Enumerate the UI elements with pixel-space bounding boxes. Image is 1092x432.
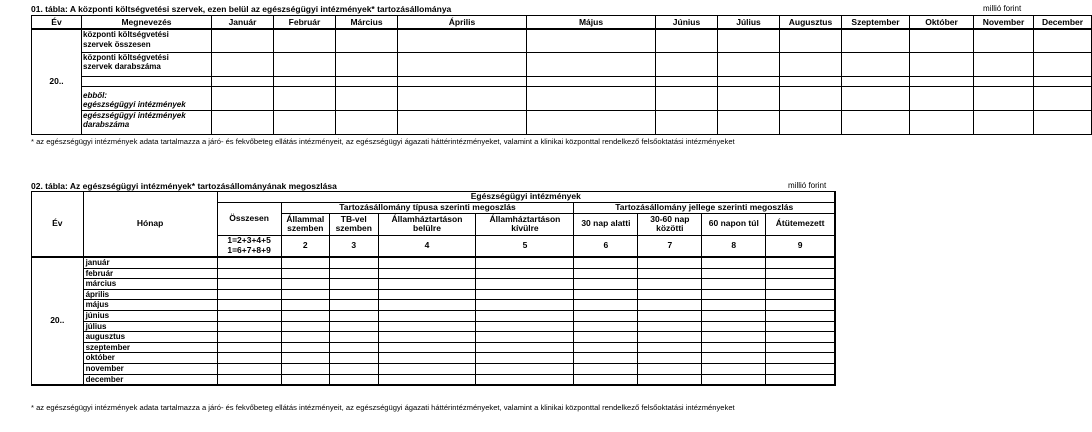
data-cell[interactable] <box>378 342 476 353</box>
table-row <box>32 363 836 374</box>
data-cell[interactable] <box>1034 76 1092 86</box>
data-cell[interactable] <box>476 374 574 385</box>
data-cell[interactable] <box>766 310 835 321</box>
data-cell[interactable] <box>702 321 766 332</box>
data-cell[interactable] <box>638 353 702 364</box>
data-cell[interactable] <box>574 363 638 374</box>
data-cell[interactable] <box>638 268 702 279</box>
table1-header-month: Május <box>527 16 656 30</box>
data-cell[interactable] <box>1034 86 1092 110</box>
data-cell[interactable] <box>330 353 378 364</box>
data-cell[interactable] <box>780 76 842 86</box>
data-cell[interactable] <box>274 76 336 86</box>
table2-col-header: Államháztartáson kívülre <box>476 213 574 235</box>
data-cell[interactable] <box>718 86 780 110</box>
data-cell[interactable] <box>656 29 718 52</box>
data-cell[interactable] <box>398 76 527 86</box>
data-cell[interactable] <box>281 374 329 385</box>
data-cell[interactable] <box>378 321 476 332</box>
data-cell[interactable] <box>217 321 281 332</box>
table2-month-label: április <box>83 289 217 300</box>
spacer-cell <box>82 76 212 86</box>
data-cell[interactable] <box>398 86 527 110</box>
data-cell[interactable] <box>1034 29 1092 52</box>
table2-month-label: december <box>83 374 217 385</box>
table1-header-month: Január <box>212 16 274 30</box>
data-cell[interactable] <box>212 110 274 134</box>
data-cell[interactable] <box>217 310 281 321</box>
table2-month-label: szeptember <box>83 342 217 353</box>
table2-col-header: Államháztartáson belülre <box>378 213 476 235</box>
table2 <box>31 191 836 386</box>
data-cell[interactable] <box>638 279 702 290</box>
data-cell[interactable] <box>336 76 398 86</box>
table2-title: 02. tábla: Az egészségügyi intézmények* tartozásállományának megoszlása <box>31 181 337 191</box>
data-cell[interactable] <box>718 52 780 76</box>
data-cell[interactable] <box>476 268 574 279</box>
data-cell[interactable] <box>1034 110 1092 134</box>
table1-header-month: Március <box>336 16 398 30</box>
data-cell[interactable] <box>780 110 842 134</box>
data-cell[interactable] <box>702 342 766 353</box>
table1-row-label <box>82 52 212 76</box>
data-cell[interactable] <box>842 110 910 134</box>
table-row <box>32 86 1092 110</box>
data-cell[interactable] <box>718 76 780 86</box>
table2-body <box>32 257 836 385</box>
data-cell[interactable] <box>702 257 766 268</box>
data-cell[interactable] <box>766 342 835 353</box>
table2-col-number: 7 <box>638 235 702 257</box>
table2-col-number: 3 <box>330 235 378 257</box>
table-row <box>32 52 1092 76</box>
data-cell[interactable] <box>842 76 910 86</box>
data-cell[interactable] <box>281 353 329 364</box>
data-cell[interactable] <box>702 268 766 279</box>
data-cell[interactable] <box>638 363 702 374</box>
row-label-line: darabszáma <box>83 120 130 129</box>
table2-subheader-type: Tartozásállomány típusa szerinti megoszlás <box>281 203 574 214</box>
table2-col-number: 9 <box>766 235 835 257</box>
data-cell[interactable] <box>330 289 378 300</box>
data-cell[interactable] <box>281 300 329 311</box>
table1-year-cell: 20.. <box>32 29 82 134</box>
data-cell[interactable] <box>476 332 574 343</box>
data-cell[interactable] <box>656 86 718 110</box>
data-cell[interactable] <box>702 332 766 343</box>
data-cell[interactable] <box>842 52 910 76</box>
table2-subheader-character: Tartozásállomány jellege szerinti megoszlás <box>574 203 835 214</box>
data-cell[interactable] <box>476 310 574 321</box>
data-cell[interactable] <box>574 310 638 321</box>
data-cell[interactable] <box>574 289 638 300</box>
data-cell[interactable] <box>910 52 974 76</box>
data-cell[interactable] <box>974 110 1034 134</box>
data-cell[interactable] <box>766 332 835 343</box>
data-cell[interactable] <box>656 52 718 76</box>
data-cell[interactable] <box>378 374 476 385</box>
table1-row-label <box>82 110 212 134</box>
row-label-line: központi költségvetési <box>83 52 169 62</box>
table1-unit: millió forint <box>983 4 1022 13</box>
table-row <box>32 300 836 311</box>
data-cell[interactable] <box>638 321 702 332</box>
row-label-line: központi költségvetési <box>83 30 169 39</box>
table2-month-label: július <box>83 321 217 332</box>
data-cell[interactable] <box>274 110 336 134</box>
data-cell[interactable] <box>638 257 702 268</box>
data-cell[interactable] <box>842 86 910 110</box>
data-cell[interactable] <box>330 268 378 279</box>
data-cell[interactable] <box>974 29 1034 52</box>
data-cell[interactable] <box>217 374 281 385</box>
data-cell[interactable] <box>702 353 766 364</box>
table2-month-label: március <box>83 279 217 290</box>
table1-header-month: Augusztus <box>780 16 842 30</box>
data-cell[interactable] <box>766 321 835 332</box>
table2-month-label: február <box>83 268 217 279</box>
data-cell[interactable] <box>574 332 638 343</box>
data-cell[interactable] <box>330 363 378 374</box>
table1-header-month: Június <box>656 16 718 30</box>
data-cell[interactable] <box>766 353 835 364</box>
table1-row-label <box>82 86 212 110</box>
data-cell[interactable] <box>842 29 910 52</box>
data-cell[interactable] <box>476 342 574 353</box>
table1-header-row <box>32 16 1092 30</box>
table2-col-header: 60 napon túl <box>702 213 766 235</box>
data-cell[interactable] <box>378 353 476 364</box>
data-cell[interactable] <box>336 52 398 76</box>
data-cell[interactable] <box>780 29 842 52</box>
table-row <box>32 310 836 321</box>
data-cell[interactable] <box>574 321 638 332</box>
data-cell[interactable] <box>281 342 329 353</box>
table2-col-number: 6 <box>574 235 638 257</box>
data-cell[interactable] <box>476 289 574 300</box>
data-cell[interactable] <box>638 289 702 300</box>
data-cell[interactable] <box>702 310 766 321</box>
table1-header-month: Február <box>274 16 336 30</box>
data-cell[interactable] <box>476 300 574 311</box>
table2-formula: 1=2+3+4+5 1=6+7+8+9 <box>217 235 281 257</box>
table-row <box>32 374 836 385</box>
data-cell[interactable] <box>212 52 274 76</box>
data-cell[interactable] <box>974 52 1034 76</box>
data-cell[interactable] <box>336 29 398 52</box>
data-cell[interactable] <box>718 110 780 134</box>
table1-header-month: December <box>1034 16 1092 30</box>
data-cell[interactable] <box>780 52 842 76</box>
data-cell[interactable] <box>702 300 766 311</box>
data-cell[interactable] <box>656 110 718 134</box>
data-cell[interactable] <box>398 29 527 52</box>
data-cell[interactable] <box>702 363 766 374</box>
data-cell[interactable] <box>217 257 281 268</box>
data-cell[interactable] <box>330 342 378 353</box>
data-cell[interactable] <box>378 310 476 321</box>
table2-month-label: október <box>83 353 217 364</box>
data-cell[interactable] <box>527 110 656 134</box>
table2-month-label: november <box>83 363 217 374</box>
table1-header-year: Év <box>32 16 82 30</box>
table2-header-row <box>32 192 836 203</box>
data-cell[interactable] <box>766 300 835 311</box>
table2-col-number: 8 <box>702 235 766 257</box>
data-cell[interactable] <box>574 374 638 385</box>
data-cell[interactable] <box>974 76 1034 86</box>
data-cell[interactable] <box>281 321 329 332</box>
data-cell[interactable] <box>212 86 274 110</box>
data-cell[interactable] <box>212 76 274 86</box>
data-cell[interactable] <box>910 110 974 134</box>
data-cell[interactable] <box>574 279 638 290</box>
data-cell[interactable] <box>281 289 329 300</box>
table-row <box>32 353 836 364</box>
table2-unit: millió forint <box>788 181 827 190</box>
data-cell[interactable] <box>910 86 974 110</box>
data-cell[interactable] <box>217 300 281 311</box>
data-cell[interactable] <box>274 52 336 76</box>
table-row <box>32 29 1092 52</box>
data-cell[interactable] <box>378 268 476 279</box>
data-cell[interactable] <box>217 342 281 353</box>
table2-header-total: Összesen <box>217 203 281 236</box>
data-cell[interactable] <box>574 353 638 364</box>
table2-month-label: június <box>83 310 217 321</box>
table-row <box>32 332 836 343</box>
data-cell[interactable] <box>336 110 398 134</box>
data-cell[interactable] <box>378 279 476 290</box>
table1-header-month: Október <box>910 16 974 30</box>
data-cell[interactable] <box>274 29 336 52</box>
data-cell[interactable] <box>398 110 527 134</box>
table2-col-header: 30 nap alatti <box>574 213 638 235</box>
data-cell[interactable] <box>476 353 574 364</box>
data-cell[interactable] <box>330 321 378 332</box>
data-cell[interactable] <box>638 300 702 311</box>
data-cell[interactable] <box>527 76 656 86</box>
data-cell[interactable] <box>378 332 476 343</box>
data-cell[interactable] <box>378 300 476 311</box>
table-row <box>32 279 836 290</box>
table-row <box>32 342 836 353</box>
table2-col-number: 4 <box>378 235 476 257</box>
data-cell[interactable] <box>217 289 281 300</box>
table1-title: 01. tábla: A központi költségvetési szervek, ezen belül az egészségügyi intézmények* tartozásállománya <box>31 4 452 14</box>
data-cell[interactable] <box>398 52 527 76</box>
data-cell[interactable] <box>574 257 638 268</box>
table2-col-number: 2 <box>281 235 329 257</box>
data-cell[interactable] <box>330 332 378 343</box>
data-cell[interactable] <box>766 363 835 374</box>
table1-header-month: Július <box>718 16 780 30</box>
data-cell[interactable] <box>217 268 281 279</box>
data-cell[interactable] <box>330 310 378 321</box>
data-cell[interactable] <box>780 86 842 110</box>
data-cell[interactable] <box>330 257 378 268</box>
table2-footnote: * az egészségügyi intézmények adata tartalmazza a járó- és fekvőbeteg ellátás intézményeit, az egészségügyi ágazati háttérintézményeket, valamint a klinikai központtal rendelkező felsőoktatási intézményeket <box>31 403 735 412</box>
data-cell[interactable] <box>330 300 378 311</box>
data-cell[interactable] <box>702 289 766 300</box>
data-cell[interactable] <box>766 279 835 290</box>
table2-col-header: Állammal szemben <box>281 213 329 235</box>
row-label-line: egészségügyi intézmények <box>83 110 186 120</box>
data-cell[interactable] <box>336 86 398 110</box>
row-label-line: szervek összesen <box>83 39 151 49</box>
data-cell[interactable] <box>910 29 974 52</box>
data-cell[interactable] <box>281 363 329 374</box>
data-cell[interactable] <box>212 29 274 52</box>
table-row <box>32 257 836 268</box>
data-cell[interactable] <box>527 29 656 52</box>
table-row <box>32 289 836 300</box>
table-row <box>32 268 836 279</box>
data-cell[interactable] <box>476 321 574 332</box>
data-cell[interactable] <box>217 363 281 374</box>
table1 <box>31 15 1092 135</box>
table2-group-header: Egészségügyi intézmények <box>217 192 835 203</box>
data-cell[interactable] <box>574 268 638 279</box>
data-cell[interactable] <box>378 289 476 300</box>
row-label-line: ebből: <box>83 90 107 100</box>
data-cell[interactable] <box>766 374 835 385</box>
table1-footnote: * az egészségügyi intézmények adata tartalmazza a járó- és fekvőbeteg ellátás intézményeit, az egészségügyi ágazati háttérintézményeket, valamint a klinikai központtal rendelkező felsőoktatási intézményeket <box>31 137 735 146</box>
data-cell[interactable] <box>702 279 766 290</box>
data-cell[interactable] <box>702 374 766 385</box>
data-cell[interactable] <box>656 76 718 86</box>
table2-col-number: 5 <box>476 235 574 257</box>
data-cell[interactable] <box>281 268 329 279</box>
table2-header-year: Év <box>32 192 84 258</box>
data-cell[interactable] <box>330 279 378 290</box>
data-cell[interactable] <box>1034 52 1092 76</box>
data-cell[interactable] <box>217 279 281 290</box>
table2-col-header: 30-60 nap közötti <box>638 213 702 235</box>
table2-header-month: Hónap <box>83 192 217 258</box>
data-cell[interactable] <box>527 52 656 76</box>
data-cell[interactable] <box>281 257 329 268</box>
table-row <box>32 76 1092 86</box>
data-cell[interactable] <box>217 353 281 364</box>
table2-month-label: augusztus <box>83 332 217 343</box>
table-row <box>32 321 836 332</box>
table1-header-month: Szeptember <box>842 16 910 30</box>
data-cell[interactable] <box>217 332 281 343</box>
data-cell[interactable] <box>378 257 476 268</box>
table1-row-label <box>82 29 212 52</box>
table1-header-month: Április <box>398 16 527 30</box>
data-cell[interactable] <box>718 29 780 52</box>
data-cell[interactable] <box>476 279 574 290</box>
data-cell[interactable] <box>638 342 702 353</box>
data-cell[interactable] <box>638 332 702 343</box>
row-label-line: szervek darabszáma <box>83 62 161 71</box>
data-cell[interactable] <box>281 310 329 321</box>
data-cell[interactable] <box>281 332 329 343</box>
table-row <box>32 110 1092 134</box>
table2-year-cell: 20.. <box>32 257 84 385</box>
table1-header-month: November <box>974 16 1034 30</box>
data-cell[interactable] <box>910 76 974 86</box>
data-cell[interactable] <box>574 342 638 353</box>
data-cell[interactable] <box>274 86 336 110</box>
data-cell[interactable] <box>330 374 378 385</box>
data-cell[interactable] <box>527 86 656 110</box>
data-cell[interactable] <box>281 279 329 290</box>
row-label-line: egészségügyi intézmények <box>83 100 186 109</box>
data-cell[interactable] <box>638 310 702 321</box>
table2-col-header: TB-vel szemben <box>330 213 378 235</box>
data-cell[interactable] <box>638 374 702 385</box>
data-cell[interactable] <box>974 86 1034 110</box>
data-cell[interactable] <box>766 257 835 268</box>
table2-col-header: Átütemezett <box>766 213 835 235</box>
data-cell[interactable] <box>476 363 574 374</box>
data-cell[interactable] <box>476 257 574 268</box>
table2-month-label: május <box>83 300 217 311</box>
data-cell[interactable] <box>378 363 476 374</box>
data-cell[interactable] <box>574 300 638 311</box>
data-cell[interactable] <box>766 289 835 300</box>
table2-month-label: január <box>83 257 217 268</box>
table1-header-name: Megnevezés <box>82 16 212 30</box>
data-cell[interactable] <box>766 268 835 279</box>
